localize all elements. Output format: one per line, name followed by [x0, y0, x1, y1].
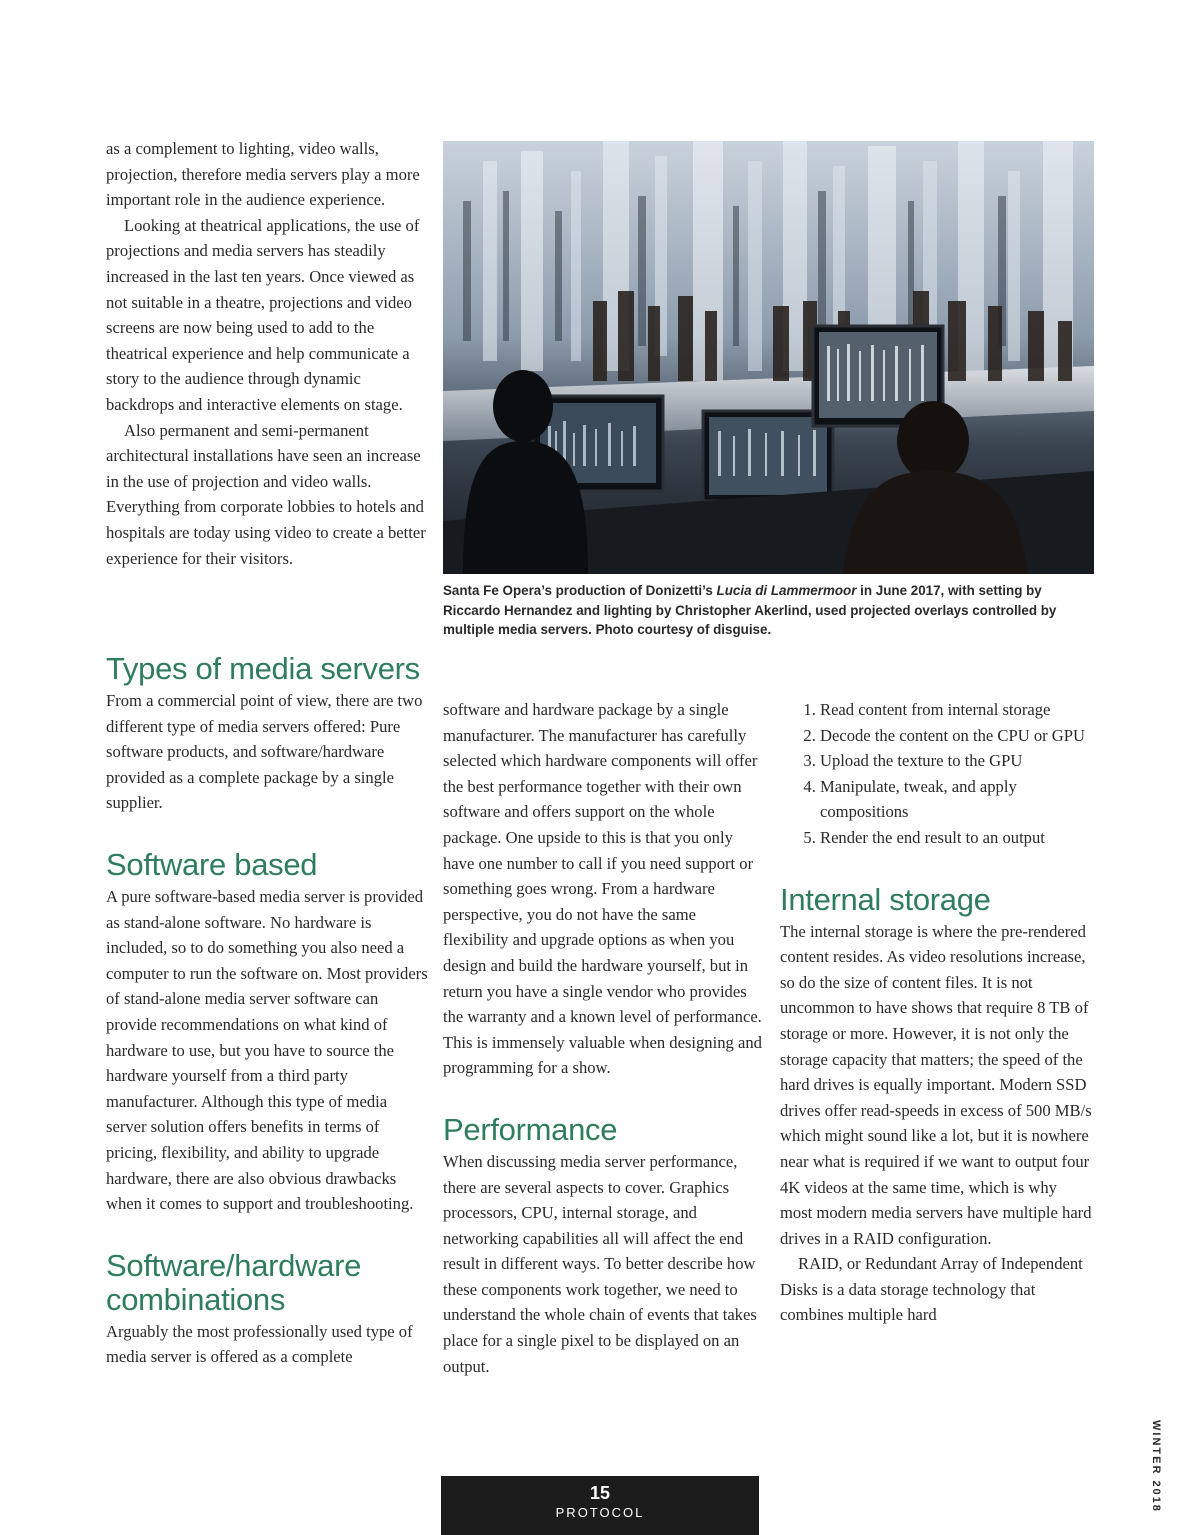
section-heading-internal-storage: Internal storage — [780, 881, 991, 917]
publication-name: PROTOCOL — [555, 1505, 645, 1520]
caption-text-start: Santa Fe Opera’s production of Donizetti’s — [443, 583, 717, 598]
stage-photo — [443, 141, 1094, 574]
page-number: 15 — [589, 1483, 611, 1503]
storage-paragraph: RAID, or Redundant Array of Independent Disks is a data storage technology that combines multiple hard — [780, 1254, 1083, 1325]
column-3 — [780, 697, 1092, 1328]
list-item: 5. Render the end result to an output — [820, 825, 1092, 851]
types-paragraph: From a commercial point of view, there are two different type of media servers offered: Pure software products, and software/hardware provided as a complete package by a single supplier. — [106, 691, 423, 813]
section-heading-types: Types of media servers — [106, 651, 420, 686]
body-paragraph: Also permanent and semi-permanent architectural installations have seen an increase in the use of projection and video walls. Everything from corporate lobbies to hotels and hospitals are today using video to create a better experience for their visitors. — [106, 420, 426, 568]
issue-label-text: WINTER 2018 — [1150, 1420, 1162, 1513]
performance-paragraph: When discussing media server performance, there are several aspects to cover. Graphics processors, CPU, internal storage, and networking capabilities all will affect the end result in different ways. To better describe how these components work together, we need to understand the whole chain of events that takes place for a single pixel to be displayed on an output. — [443, 1151, 757, 1376]
section-heading-software: Software based — [106, 846, 318, 882]
section-heading-combinations: Software/hardware combinations — [106, 1247, 362, 1317]
photo-caption — [443, 581, 1094, 640]
storage-paragraph: The internal storage is where the pre-rendered content resides. As video resolutions increase, so do the size of content files. It is not uncommon to have shows that require 8 TB of storage or more. However, it is not only the storage capacity that matters; the speed of the hard drives is equally important. Modern SSD drives offer read-speeds in excess of 500 MB/s which might sound like a lot, but it is nowhere near what is required if we want to output four 4K videos at the same time, which is why most modern media servers have multiple hard drives in a RAID configuration. — [780, 921, 1092, 1248]
opera-production-image — [443, 141, 1094, 574]
list-item: 3. Upload the texture to the GPU — [820, 748, 1092, 774]
list-item: 1. Read content from internal storage — [820, 697, 1092, 723]
caption-text-end: in June 2017, with setting by Riccardo Hernandez and lighting by Christopher Akerlind, used projected overlays controlled by multiple media servers. Photo courtesy of disguise. — [443, 583, 1057, 637]
body-paragraph: Looking at theatrical applications, the use of projections and media servers has steadily increased in the last ten years. Once viewed as not suitable in a theatre, projections and video screens are now being used to add to the theatrical experience and help communicate a story to the audience through dynamic backdrops and interactive elements on stage. — [106, 215, 420, 414]
column-1-intro — [106, 136, 426, 571]
pixel-chain-list — [780, 697, 1092, 851]
issue-label — [1150, 1420, 1170, 1513]
caption-production-title: Lucia di Lammermoor — [716, 583, 857, 598]
combinations-paragraph-start: Arguably the most professionally used type of media server is offered as a complete — [106, 1321, 413, 1367]
section-heading-performance: Performance — [443, 1111, 618, 1147]
list-item: 2. Decode the content on the CPU or GPU — [820, 723, 1092, 749]
list-item: 4. Manipulate, tweak, and apply compositions — [820, 774, 1092, 825]
software-paragraph: A pure software-based media server is provided as stand-alone software. No hardware is included, so to do something you also need a computer to run the software on. Most providers of stand-alone media server software can provide recommendations on what kind of hardware to use, but you have to source the hardware yourself from a third party manufacturer. Although this type of media server solution offers benefits in terms of pricing, flexibility, and ability to upgrade hardware, there are also obvious drawbacks when it comes to support and troubleshooting. — [106, 886, 428, 1214]
combinations-paragraph-continued: software and hardware package by a single manufacturer. The manufacturer has carefully selected which hardware components will offer the best performance together with their own software and offers support on the whole package. One upside to this is that you only have one number to call if you need support or something goes wrong. From a hardware perspective, you do not have the same flexibility and upgrade options as when you design and build the hardware yourself, but in return you have a single vendor who provides the warranty and a known level of performance. This is immensely valuable when designing and programming for a show. — [443, 700, 762, 1078]
column-2 — [443, 697, 765, 1379]
body-paragraph: as a complement to lighting, video walls, projection, therefore media servers play a more important role in the audience experience. — [106, 139, 420, 210]
column-1-sections — [106, 652, 428, 1370]
page-footer — [441, 1476, 759, 1535]
